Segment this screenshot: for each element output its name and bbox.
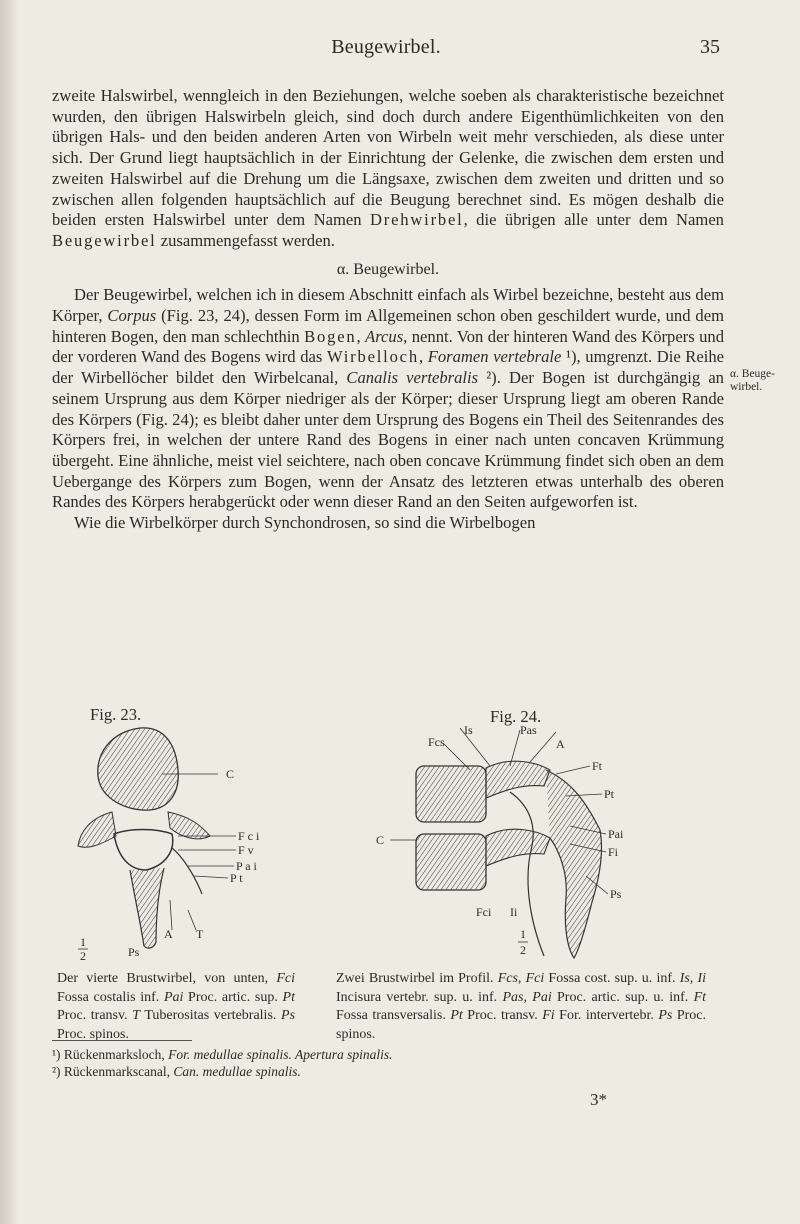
fig24-label-pt: Pt [604, 787, 615, 801]
fig24-label-is: Is [464, 726, 473, 737]
signature-mark: 3* [590, 1090, 607, 1109]
fig23-title: Fig. 23. [90, 705, 142, 724]
margin-note: α. Beuge- wirbel. [730, 368, 775, 393]
main-text [52, 86, 724, 534]
footnote-1: ¹) Rückenmarksloch, For. medullae spinalis. Apertura spinalis. [52, 1047, 393, 1062]
fig23-label-fci: F c i [238, 829, 260, 843]
fig24-label-ft: Ft [592, 759, 603, 773]
fig23-label-pai: P a i [236, 859, 257, 873]
fig24-label-c: C [376, 833, 385, 847]
paragraph-1: zweite Halswirbel, wenngleich in den Beziehungen, welche soeben als charakteristische bezeichnet wurden, den übrigen Halswirbeln gleich, sind doch durch andere Eigenthümlichkeiten von den übrigen Hals- und den beiden anderen Arten von Wirbeln weit mehr verschieden, als diese unter sich. Der Grund liegt hauptsächlich in der Einrichtung der Gelenke, die zwischen dem ersten und zweiten Halswirbel auf die Drehung um die Längsaxe, zwischen dem zweiten und dritten und so zwischen allen folgenden hauptsächlich auf die Beugung berechnet sind. Es mögen deshalb die beiden ersten Halswirbel unter dem Namen Drehwirbel, die übrigen alle unter dem Namen Beugewirbel zusammengefasst werden. [52, 86, 724, 250]
page-header [52, 36, 720, 60]
fig23-label-a: A [164, 927, 173, 941]
paragraph-2: Der Beugewirbel, welchen ich in diesem Abschnitt einfach als Wirbel bezeichne, besteht aus dem Körper, Corpus (Fig. 23, 24), dessen Form im Allgemeinen schon oben geschildert wurde, und dem hinteren Bogen, den man schlechthin Bogen, Arcus, nennt. Von der hinteren Wand des Körpers und der vorderen Wand des Bogens wird das Wirbelloch, Foramen vertebrale ¹), umgrenzt. Die Reihe der Wirbellöcher bildet den Wirbelcanal, Canalis vertebralis ²). Der Bogen ist durchgängig an seinem Ursprung aus dem Körper niedriger als der Körper; dieser Ursprung liegt am oberen Rande des Körpers (Fig. 24); es bleibt daher unter dem Ursprung des Bogens ein Theil des Seitenrandes des Körpers frei, in welchen der untere Rand des Bogens in einer nach unten concaven Krümmung übergeht. Eine ähnliche, meist viel seichtere, nach oben concave Krümmung findet sich oben an dem Uebergange des Körpers zum Bogen, wenn der Ansatz des letzteren etwas unterhalb des oberen Randes des Körpers herabgerückt oder wenn dieser Rand an den Seiten aufgeworfen ist. [52, 285, 725, 512]
fig23-label-fv: F v [238, 843, 254, 857]
fig23-scale-num: 1 [80, 935, 86, 949]
footnotes [52, 1046, 692, 1080]
fig23-label-c: C [226, 767, 235, 781]
fig23-label-pt: P t [230, 871, 243, 885]
fig24-title: Fig. 24. [490, 707, 542, 726]
fig23-scale-den: 2 [80, 949, 86, 963]
term-drehwirbel: Drehwirbel [370, 210, 464, 230]
fig23-caption: Der vierte Brustwirbel, von unten, Fci Fossa costalis inf. Pai Proc. artic. sup. Pt Proc. transv. T Tuberositas vertebralis. Ps Proc. spinos. [57, 971, 296, 1042]
footnote-2: ²) Rückenmarkscanal, Can. medullae spinalis. [52, 1064, 301, 1079]
term-beugewirbel: Beugewirbel [52, 230, 157, 250]
fig24-caption: Zwei Brustwirbel im Profil. Fcs, Fci Fossa cost. sup. u. inf. Is, Ii Incisura vertebr. sup. u. inf. Pas, Pai Proc. artic. sup. u. inf. Ft Fossa transversalis. Pt Proc. transv. Fi For. intervertebr. Ps Proc. spinos. [336, 971, 707, 1042]
fig24-scale-num: 1 [520, 927, 526, 941]
section-subhead: α. Beugewirbel. [336, 260, 440, 278]
fig24-label-a: A [556, 737, 565, 751]
paragraph-3: Wie die Wirbelkörper durch Synchondrosen, so sind die Wirbelbogen [74, 513, 536, 533]
fig24-label-pas: Pas [520, 726, 537, 737]
fig24-label-ps: Ps [610, 887, 622, 901]
fig24-scale-den: 2 [520, 943, 526, 957]
running-head: Beugewirbel. [331, 36, 441, 58]
page-number: 35 [700, 36, 720, 58]
fig23-label-t: T [196, 927, 204, 941]
fig23-label-ps: Ps [128, 945, 140, 959]
fig24-label-fcs: Fcs [428, 735, 445, 749]
page-binding-shadow [0, 0, 18, 1224]
fig24-label-fci: Fci [476, 905, 492, 919]
footnote-rule [52, 1040, 192, 1041]
fig24-label-fi: Fi [608, 845, 619, 859]
fig24-label-ii: Ii [510, 905, 518, 919]
fig24-label-pai: Pai [608, 827, 624, 841]
fig24-vertebrae-profile-illustration [360, 726, 690, 966]
fig23-vertebra-illustration [60, 724, 290, 964]
